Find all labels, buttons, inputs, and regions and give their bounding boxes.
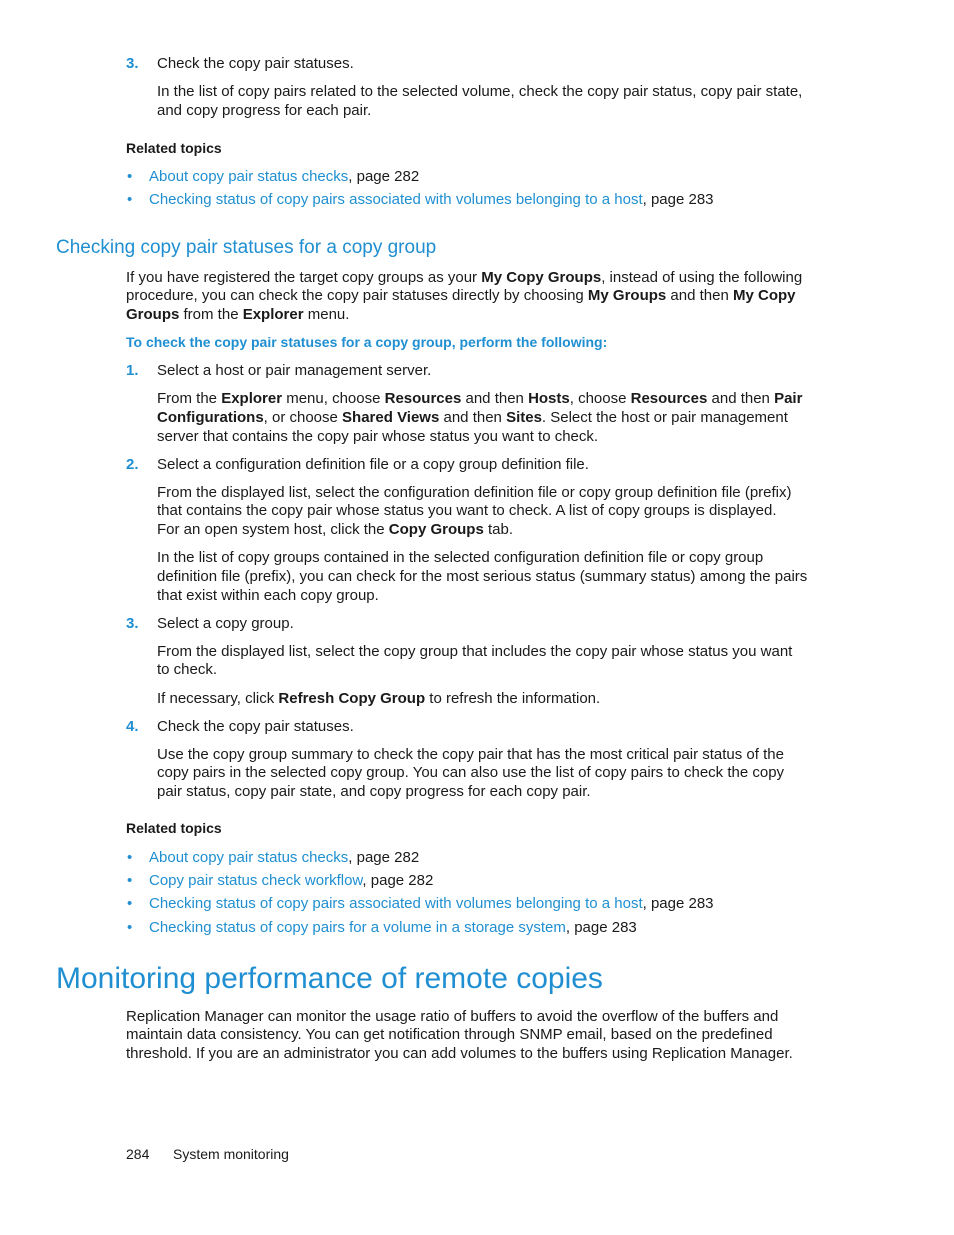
related-topic-item (149, 190, 714, 209)
page-number: 284 (126, 1146, 150, 1162)
related-topic-link[interactable]: Checking status of copy pairs associated with volumes belonging to a host (149, 895, 643, 912)
body-paragraph: threshold. If you are an administrator you can add volumes to the buffers using Replication Manager. (126, 1045, 793, 1062)
related-topic-link[interactable]: About copy pair status checks (149, 849, 349, 866)
step-number: 3. (126, 55, 139, 72)
bullet: • (127, 191, 133, 208)
step-description: that exist within each copy group. (157, 587, 379, 604)
related-topic-item (149, 918, 637, 937)
chapter-heading: Monitoring performance of remote copies (56, 962, 603, 995)
intro-paragraph: procedure, you can check the copy pair statuses directly by choosing My Groups and then My Copy (126, 287, 796, 304)
bullet: • (127, 168, 133, 185)
step-number: 4. (126, 718, 139, 735)
step-description: definition file (prefix), you can check for the most serious status (summary status) among the pairs (157, 568, 808, 585)
step-description: In the list of copy pairs related to the selected volume, check the copy pair status, copy pair state, (157, 83, 803, 100)
related-topic-item (149, 871, 433, 890)
related-topic-item (149, 894, 714, 913)
step-title: Select a copy group. (157, 615, 294, 632)
footer-section-title: System monitoring (173, 1146, 289, 1162)
section-heading: Checking copy pair statuses for a copy group (56, 237, 437, 258)
step-title: Select a host or pair management server. (157, 362, 432, 379)
step-description: server that contains the copy pair whose status you want to check. (157, 428, 599, 445)
related-topic-link[interactable]: Copy pair status check workflow (149, 872, 363, 889)
bullet: • (127, 919, 133, 936)
step-title: Check the copy pair statuses. (157, 55, 354, 72)
step-description: and copy progress for each pair. (157, 102, 372, 119)
step-description: From the displayed list, select the copy group that includes the copy pair whose status you want (157, 643, 793, 660)
bullet: • (127, 895, 133, 912)
body-paragraph: Replication Manager can monitor the usage ratio of buffers to avoid the overflow of the buffers and (126, 1008, 779, 1025)
step-title: Select a configuration definition file or a copy group definition file. (157, 456, 589, 473)
related-topic-link[interactable]: Checking status of copy pairs for a volume in a storage system (149, 919, 566, 936)
page-reference: , page 282 (348, 849, 420, 866)
related-topic-link[interactable]: About copy pair status checks (149, 168, 349, 185)
step-description: Use the copy group summary to check the copy pair that has the most critical pair status of the (157, 746, 784, 763)
intro-paragraph: If you have registered the target copy groups as your My Copy Groups, instead of using the following (126, 269, 803, 286)
page-reference: , page 283 (565, 919, 637, 936)
related-topic-item (149, 848, 419, 867)
step-number: 1. (126, 362, 139, 379)
related-topic-item (149, 167, 419, 186)
step-description: From the displayed list, select the configuration definition file or copy group definition file (prefix) (157, 484, 792, 501)
page-reference: , page 283 (642, 895, 714, 912)
related-topics-heading: Related topics (126, 140, 222, 156)
step-description: Configurations, or choose Shared Views and then Sites. Select the host or pair management (157, 409, 788, 426)
bullet: • (127, 849, 133, 866)
step-description: For an open system host, click the Copy Groups tab. (157, 521, 513, 538)
page-reference: , page 282 (362, 872, 434, 889)
related-topic-link[interactable]: Checking status of copy pairs associated with volumes belonging to a host (149, 191, 643, 208)
procedure-heading: To check the copy pair statuses for a copy group, perform the following: (126, 334, 608, 350)
bullet: • (127, 872, 133, 889)
body-paragraph: maintain data consistency. You can get notification through SNMP email, based on the predefined (126, 1026, 773, 1043)
page-reference: , page 282 (348, 168, 420, 185)
page-reference: , page 283 (642, 191, 714, 208)
step-description: pair status, copy pair state, and copy progress for each copy pair. (157, 783, 591, 800)
step-description: From the Explorer menu, choose Resources and then Hosts, choose Resources and then Pair (157, 390, 803, 407)
step-description: In the list of copy groups contained in the selected configuration definition file or copy group (157, 549, 764, 566)
related-topics-heading: Related topics (126, 820, 222, 836)
step-description: If necessary, click Refresh Copy Group to refresh the information. (157, 690, 601, 707)
step-number: 3. (126, 615, 139, 632)
step-number: 2. (126, 456, 139, 473)
step-description: copy pairs in the selected copy group. You can also use the list of copy pairs to check the copy (157, 764, 785, 781)
step-title: Check the copy pair statuses. (157, 718, 354, 735)
step-description: that contains the copy pair whose status you want to check. A list of copy groups is displayed. (157, 502, 777, 519)
intro-paragraph: Groups from the Explorer menu. (126, 306, 350, 323)
step-description: to check. (157, 661, 218, 678)
